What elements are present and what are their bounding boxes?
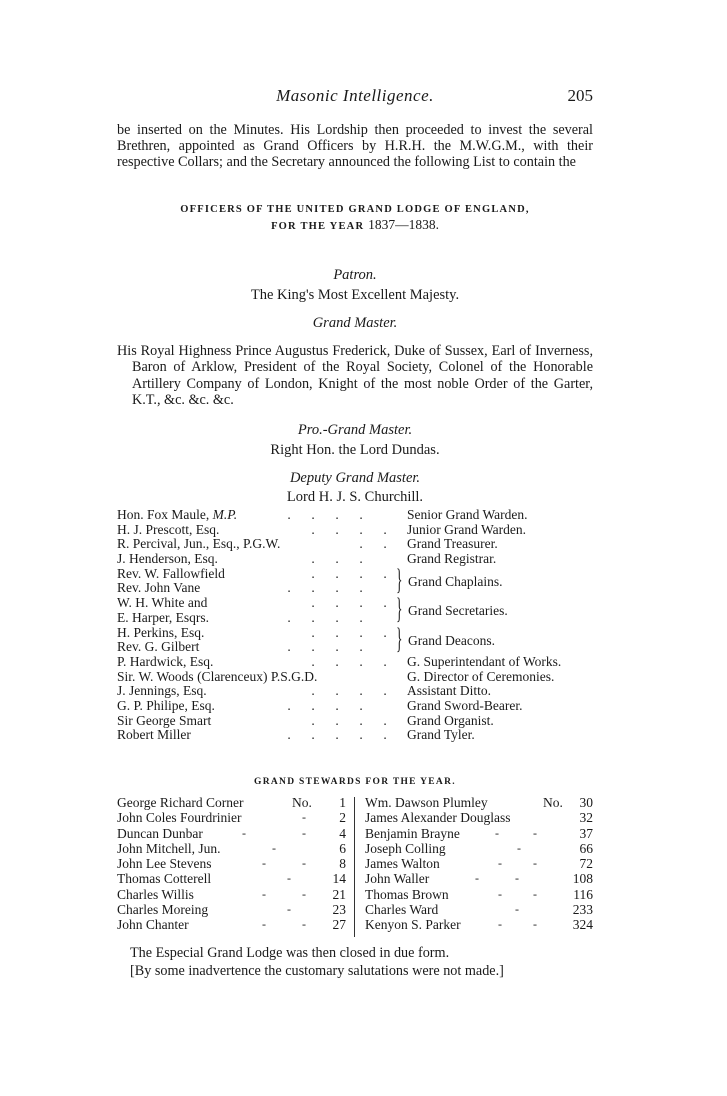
officers-heading-line1: OFFICERS OF THE UNITED GRAND LODGE OF ENGLAND, [180,204,530,215]
lodge-number: 233 [572,902,593,918]
closing-text [117,944,593,980]
dash: - [262,886,266,901]
dash: - [262,917,266,932]
dash: - [533,856,537,871]
dot-leader: . . . . [311,653,387,669]
no-label: No. [292,795,312,810]
lodge-number: 37 [579,825,593,841]
steward-name: Kenyon S. Parker [365,917,461,933]
officer-name: W. H. White and [117,595,208,611]
officer-name: J. Henderson, Esq. [117,551,218,567]
steward-name: Joseph Colling [365,840,446,856]
lodge-number: 27 [332,917,346,933]
steward-name: Thomas Brown [365,886,449,902]
dash: - [302,825,306,840]
dot-leader: . . . [311,551,363,567]
brace-icon: } [396,592,403,626]
officer-row [117,728,593,743]
steward-name: Charles Willis [117,886,194,902]
running-head [117,86,593,110]
closing-line-2: [By some inadvertence the customary salutations were not made.] [130,963,504,979]
steward-name: John Coles Fourdrinier [117,810,242,826]
officer-name: H. J. Prescott, Esq. [117,521,220,537]
deputy-grand-master-name: Lord H. J. S. Churchill. [286,489,424,505]
stewards-heading: GRAND STEWARDS FOR THE YEAR. [254,777,456,787]
dot-leader: . . . . [287,697,363,713]
dash: - [287,871,291,886]
officer-row [117,537,593,552]
lodge-number: 324 [572,917,593,933]
dash: - [302,856,306,871]
steward-row [365,795,593,810]
officer-office: Grand Secretaries. [408,603,508,619]
officer-row [117,699,593,714]
brace-group-secretaries [117,592,593,626]
dash: - [515,902,519,917]
lodge-number: 8 [339,856,346,872]
stewards-right-column [365,795,593,933]
steward-row [117,826,346,841]
lodge-number: 4 [339,825,346,841]
officer-office: Grand Chaplains. [408,573,503,589]
steward-row [117,810,346,825]
officer-row [117,523,593,538]
intro-paragraph [117,122,593,171]
lodge-number: 14 [332,871,346,887]
running-title: Masonic Intelligence. [276,86,434,105]
lodge-number: 2 [339,810,346,826]
steward-row [117,841,346,856]
lodge-number: 108 [572,871,593,887]
officer-name: P. Hardwick, Esq. [117,653,214,669]
dash: - [287,902,291,917]
dash: - [272,840,276,855]
steward-name: John Lee Stevens [117,856,212,872]
officer-name: G. P. Philipe, Esq. [117,697,215,713]
officer-office: Assistant Ditto. [407,683,492,699]
officer-row [117,670,593,685]
dash: - [262,856,266,871]
dot-leader: . . . . [287,580,363,596]
officer-row [117,508,593,523]
brace-group-deacons [117,621,593,655]
no-label: No. [543,795,563,810]
officer-name: Sir. W. Woods (Clarenceux) P.S.G.D. [117,668,318,684]
column-divider [354,797,355,937]
officer-name: Hon. Fox Maule, M.P. [117,507,238,522]
dot-leader: . . . . [287,507,363,522]
steward-row [365,826,593,841]
officer-office: Senior Grand Warden. [407,507,528,522]
steward-name: Wm. Dawson Plumley [365,795,488,810]
lodge-number: 1 [339,795,346,810]
brace-group-chaplains [117,562,593,596]
patron-title: Patron. [333,267,377,283]
officer-row [117,684,593,699]
dash: - [498,856,502,871]
steward-name: Duncan Dunbar [117,825,203,841]
steward-name: George Richard Corner [117,795,244,810]
officer-office: Grand Treasurer. [407,536,498,552]
officers-heading [117,203,593,234]
officer-name: H. Perkins, Esq. [117,624,205,640]
intro-text: be inserted on the Minutes. His Lordship then proceeded to invest the several Brethren, appointed as Grand Officers by H.R.H. the M.W.G.M., with their respective Collars; and the Secretary announced the following List to contain the [117,122,593,171]
steward-row [117,871,346,886]
officers-list [117,508,593,743]
dash: - [242,825,246,840]
pro-grand-master-name: Right Hon. the Lord Dundas. [270,442,440,458]
officer-name: Sir George Smart [117,712,212,728]
officer-row [117,567,593,582]
dot-leader: . . [359,536,387,552]
patron-name: The King's Most Excellent Majesty. [250,287,460,303]
steward-row [365,917,593,932]
stewards-left-column [117,795,346,933]
lodge-number: 32 [579,810,593,826]
officer-row [117,552,593,567]
officer-office: Grand Organist. [407,712,494,728]
dot-leader: . . . . [287,609,363,625]
steward-row [365,810,593,825]
officer-row [117,640,593,655]
steward-name: John Mitchell, Jun. [117,840,221,856]
steward-row [117,887,346,902]
page-number: 205 [567,86,593,105]
steward-row [365,902,593,917]
pro-grand-master-title: Pro.-Grand Master. [297,422,413,438]
steward-row [117,795,346,810]
officer-office: G. Superintendant of Works. [407,653,562,669]
dash: - [495,825,499,840]
lodge-number: 30 [579,795,593,810]
steward-row [365,887,593,902]
officer-office: Junior Grand Warden. [407,521,527,537]
steward-name: Thomas Cotterell [117,871,212,887]
steward-name: Charles Moreing [117,902,209,918]
officer-row [117,596,593,611]
dash: - [498,886,502,901]
grand-master-title: Grand Master. [312,315,398,331]
steward-name: James Alexander Douglass [365,810,511,826]
dash: - [533,825,537,840]
dash: - [533,886,537,901]
dash: - [533,917,537,932]
officer-name: E. Harper, Esqrs. [117,609,210,625]
lodge-number: 21 [332,886,346,902]
officer-name: Rev. W. Fallowfield [117,565,225,581]
officer-row [117,611,593,626]
dash: - [515,871,519,886]
officer-office: Grand Registrar. [407,551,497,567]
officer-office: G. Director of Ceremonies. [407,668,555,684]
officers-heading-prefix: FOR THE YEAR [271,220,365,232]
steward-row [117,856,346,871]
officers-heading-year: 1837—1838. [368,216,439,232]
lodge-number: 66 [579,840,593,856]
grand-master-text: His Royal Highness Prince Augustus Frederick, Duke of Sussex, Earl of Inverness, Baron of Arklow, President of the Royal Society, Colonel of the Honorable Artillery Company of London, Knight of the most noble Order of the Garter, K.T., &c. &c. &c. [117,343,593,408]
officer-row [117,655,593,670]
dash: - [498,917,502,932]
officer-name: R. Percival, Jun., Esq., P.G.W. [117,536,281,552]
officer-name: Rev. John Vane [117,580,201,596]
officer-office: Grand Deacons. [408,632,495,648]
brace-icon: } [396,562,403,596]
steward-name: James Walton [365,856,440,872]
brace-icon: } [396,621,403,655]
dash: - [302,810,306,825]
steward-name: John Chanter [117,917,189,933]
lodge-number: 6 [339,840,346,856]
officer-name: Rev. G. Gilbert [117,639,200,655]
dash: - [302,886,306,901]
steward-name: Charles Ward [365,902,439,918]
officer-office: Grand Sword-Bearer. [407,697,523,713]
dot-leader: . . . . [311,712,387,728]
dot-leader: . . . . [311,683,387,699]
dot-leader: . . . . [287,639,363,655]
closing-line-1: The Especial Grand Lodge was then closed in due form. [130,945,450,961]
dot-leader: . . . . [311,595,387,611]
officer-name: J. Jennings, Esq. [117,683,207,699]
lodge-number: 116 [573,886,593,902]
officer-row [117,581,593,596]
dot-leader: . . . . . [287,727,387,743]
steward-row [365,871,593,886]
dot-leader: . . . . [311,565,387,581]
lodge-number: 72 [579,856,593,872]
dash: - [302,917,306,932]
steward-name: John Waller [365,871,430,887]
steward-row [117,902,346,917]
dash: - [517,840,521,855]
officer-row [117,714,593,729]
officers-heading-line2 [117,218,593,235]
deputy-grand-master-title: Deputy Grand Master. [289,470,421,486]
steward-row [365,841,593,856]
dot-leader: . . . . [311,521,387,537]
dash: - [475,871,479,886]
dot-leader: . . . . [311,624,387,640]
steward-row [117,917,346,932]
steward-row [365,856,593,871]
officer-name: Robert Miller [117,727,191,743]
officer-row [117,626,593,641]
steward-name: Benjamin Brayne [365,825,460,841]
lodge-number: 23 [332,902,346,918]
officer-office: Grand Tyler. [407,727,475,743]
